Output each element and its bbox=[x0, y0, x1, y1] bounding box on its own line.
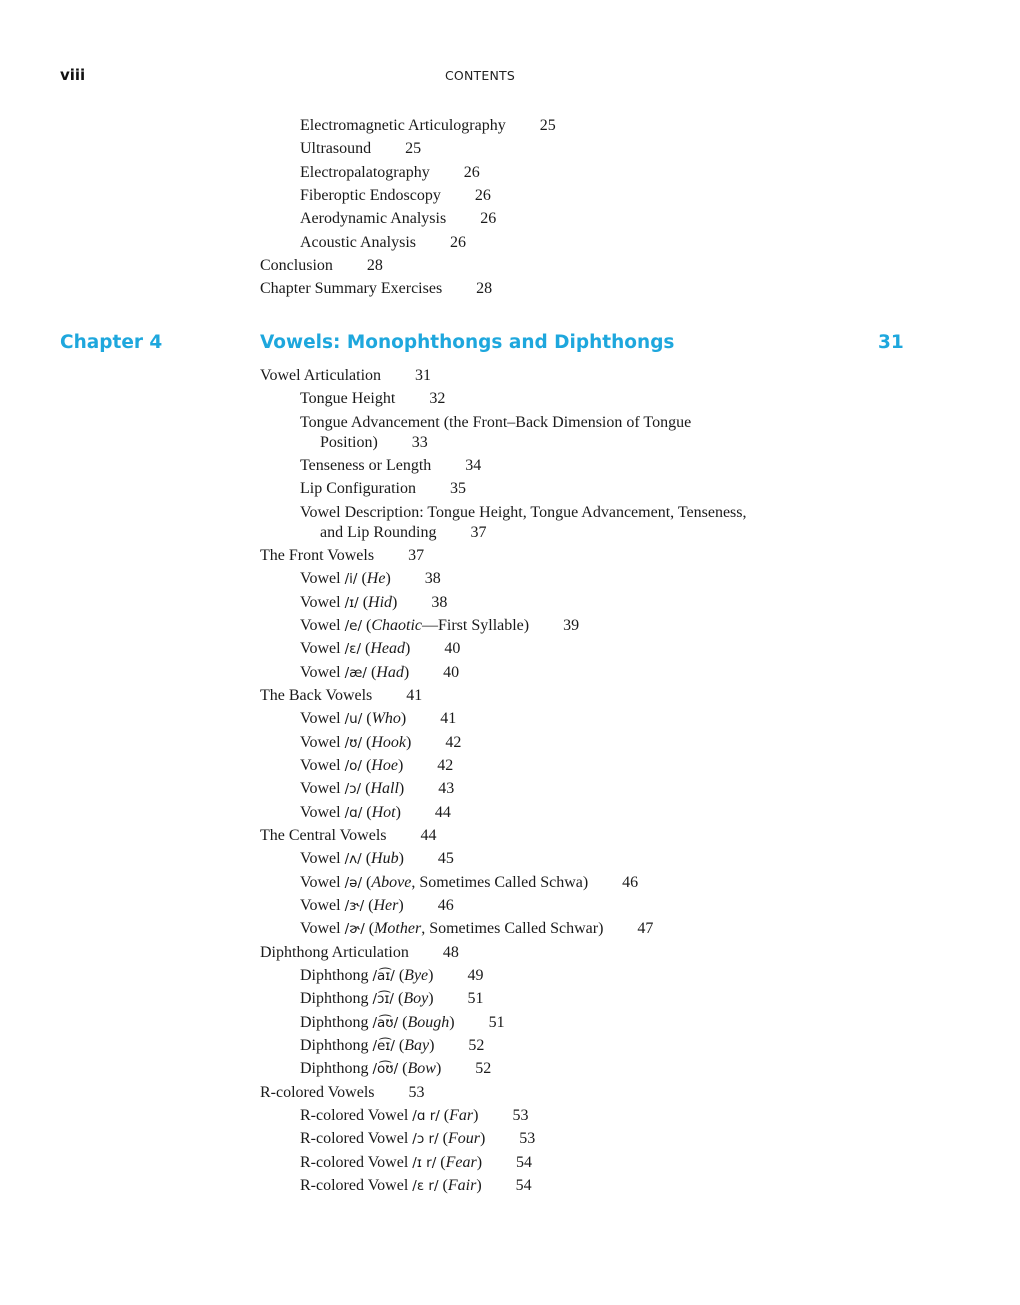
entry-page: 35 bbox=[449, 480, 466, 497]
entry-page: 45 bbox=[437, 850, 454, 867]
entry-page: 41 bbox=[406, 687, 423, 704]
entry-prefix: Vowel bbox=[300, 804, 345, 821]
entry-page: 46 bbox=[622, 874, 639, 891]
ipa-symbol: /ɔ͡ɪ/ bbox=[372, 991, 394, 1007]
entry-page: 46 bbox=[437, 897, 454, 914]
key-word: Hall bbox=[370, 780, 399, 797]
entry-page: 28 bbox=[366, 257, 383, 274]
toc-entry bbox=[260, 546, 424, 566]
key-word: Hid bbox=[368, 594, 393, 611]
ipa-symbol: /a͡ʊ/ bbox=[372, 1015, 399, 1031]
entry-prefix: Vowel bbox=[300, 640, 345, 657]
entry-page: 38 bbox=[424, 570, 441, 587]
ipa-symbol: /ɑ r/ bbox=[412, 1108, 440, 1124]
entry-page: 33 bbox=[411, 434, 428, 451]
entry-page: 41 bbox=[440, 710, 457, 727]
ipa-symbol: /ʌ/ bbox=[344, 851, 362, 867]
entry-title: Tongue Height bbox=[300, 390, 396, 407]
ipa-symbol: /ɝ/ bbox=[344, 898, 365, 914]
entry-page: 44 bbox=[420, 827, 437, 844]
toc-entry: R-colored Vowel /ɑ r/ (Far) 53 bbox=[300, 1107, 529, 1124]
key-word: Bye bbox=[404, 967, 429, 984]
key-word: Hub bbox=[371, 850, 399, 867]
entry-page: 25 bbox=[539, 117, 556, 134]
entry-page: 31 bbox=[415, 367, 432, 384]
entry-title: Diphthong Articulation bbox=[260, 944, 409, 961]
entry-prefix: Diphthong bbox=[300, 1060, 373, 1077]
entry-page: 42 bbox=[445, 734, 462, 751]
toc-entry: R-colored Vowel /ɛ r/ (Fair) 54 bbox=[300, 1177, 532, 1194]
entry-prefix: Vowel bbox=[300, 617, 345, 634]
toc-entry: Diphthong /a͡ʊ/ (Bough) 51 bbox=[300, 1014, 505, 1031]
toc-entry: R-colored Vowel /ɔ r/ (Four) 53 bbox=[300, 1130, 536, 1147]
ipa-symbol: /ɔ/ bbox=[344, 781, 362, 797]
entry-prefix: R-colored Vowel bbox=[300, 1177, 413, 1194]
entry-page: 25 bbox=[405, 140, 422, 157]
entry-page: 37 bbox=[408, 547, 425, 564]
toc-entry bbox=[300, 209, 496, 229]
key-word: Bough bbox=[407, 1014, 450, 1031]
entry-page: 49 bbox=[467, 967, 484, 984]
entry-page: 54 bbox=[515, 1177, 532, 1194]
entry-page: 44 bbox=[434, 804, 451, 821]
entry-prefix: Vowel bbox=[300, 897, 345, 914]
entry-prefix: R-colored Vowel bbox=[300, 1130, 413, 1147]
toc-entry: Vowel /u/ (Who) 41 bbox=[300, 710, 457, 727]
key-word: Fear bbox=[445, 1154, 477, 1171]
toc-entry: Vowel /ɝ/ (Her) 46 bbox=[300, 897, 454, 914]
toc-entry bbox=[260, 943, 459, 963]
entry-page: 42 bbox=[437, 757, 454, 774]
entry-prefix: Vowel bbox=[300, 734, 345, 751]
toc-entry: Vowel /ʊ/ (Hook) 42 bbox=[300, 734, 462, 751]
toc-entry bbox=[300, 116, 556, 136]
entry-page: 26 bbox=[450, 234, 466, 251]
entry-prefix: Vowel bbox=[300, 757, 345, 774]
toc-entry: Vowel /ɪ/ (Hid) 38 bbox=[300, 594, 448, 611]
toc-entry bbox=[300, 456, 481, 476]
toc-entry: Diphthong /e͡ɪ/ (Bay) 52 bbox=[300, 1037, 485, 1054]
entry-prefix: Diphthong bbox=[300, 1014, 373, 1031]
ipa-symbol: /u/ bbox=[344, 711, 363, 727]
toc-entry bbox=[300, 413, 691, 433]
key-word: Had bbox=[376, 664, 404, 681]
toc-entry: Vowel /ɛ/ (Head) 40 bbox=[300, 640, 461, 657]
toc-entry: Vowel /ɔ/ (Hall) 43 bbox=[300, 780, 455, 797]
entry-suffix: , Sometimes Called Schwar bbox=[421, 920, 599, 937]
toc-entry bbox=[260, 686, 422, 706]
toc-entry bbox=[300, 163, 480, 183]
toc-entry-continuation bbox=[320, 523, 486, 543]
entry-title: Electropalatography bbox=[300, 164, 430, 181]
entry-prefix: R-colored Vowel bbox=[300, 1154, 413, 1171]
toc-entry bbox=[260, 279, 492, 299]
ipa-symbol: /ɪ r/ bbox=[412, 1155, 437, 1171]
entry-prefix: Vowel bbox=[300, 664, 345, 681]
key-word: Her bbox=[373, 897, 399, 914]
toc-entry bbox=[300, 139, 421, 159]
toc-entry: Vowel /ɑ/ (Hot) 44 bbox=[300, 804, 451, 821]
ipa-symbol: /e/ bbox=[344, 618, 362, 634]
entry-prefix: Vowel bbox=[300, 594, 345, 611]
entry-page: 51 bbox=[488, 1014, 505, 1031]
ipa-symbol: /o/ bbox=[344, 758, 362, 774]
entry-page: 32 bbox=[429, 390, 446, 407]
entry-prefix: Diphthong bbox=[300, 967, 373, 984]
entry-page: 43 bbox=[438, 780, 455, 797]
entry-title: Tenseness or Length bbox=[300, 457, 432, 474]
toc-entry bbox=[260, 826, 437, 846]
toc-entry: Vowel /ʌ/ (Hub) 45 bbox=[300, 850, 454, 867]
entry-page: 53 bbox=[408, 1084, 425, 1101]
entry-suffix: —First Syllable bbox=[422, 617, 524, 634]
entry-page: 48 bbox=[442, 944, 459, 961]
entry-prefix: Vowel bbox=[300, 850, 345, 867]
toc-entry: Vowel /o/ (Hoe) 42 bbox=[300, 757, 454, 774]
entry-page: 52 bbox=[475, 1060, 492, 1077]
page-number: viii bbox=[60, 66, 86, 84]
key-word: Fair bbox=[447, 1177, 477, 1194]
toc-entry: Vowel /ɚ/ (Mother, Sometimes Called Schwar) 47 bbox=[300, 920, 654, 937]
ipa-symbol: /ɔ r/ bbox=[412, 1131, 439, 1147]
entry-title: Position) bbox=[320, 434, 378, 451]
running-head: CONTENTS bbox=[445, 68, 515, 83]
toc-entry bbox=[300, 233, 466, 253]
entry-title: The Central Vowels bbox=[260, 827, 387, 844]
toc-entry bbox=[300, 186, 491, 206]
ipa-symbol: /o͡ʊ/ bbox=[372, 1061, 399, 1077]
ipa-symbol: /ɛ/ bbox=[344, 641, 361, 657]
ipa-symbol: /a͡ɪ/ bbox=[372, 968, 395, 984]
entry-prefix: R-colored Vowel bbox=[300, 1107, 413, 1124]
toc-entry bbox=[260, 256, 383, 276]
entry-title: The Back Vowels bbox=[260, 687, 373, 704]
key-word: Who bbox=[371, 710, 401, 727]
entry-title: Acoustic Analysis bbox=[300, 234, 416, 251]
ipa-symbol: /ɛ r/ bbox=[412, 1178, 439, 1194]
toc-entry bbox=[300, 389, 445, 409]
key-word: Above bbox=[371, 874, 412, 891]
ipa-symbol: /ɪ/ bbox=[344, 595, 359, 611]
toc-entry: Diphthong /ɔ͡ɪ/ (Boy) 51 bbox=[300, 990, 484, 1007]
entry-prefix: Vowel bbox=[300, 874, 345, 891]
entry-title: Vowel Articulation bbox=[260, 367, 382, 384]
ipa-symbol: /æ/ bbox=[344, 665, 367, 681]
entry-prefix: Diphthong bbox=[300, 1037, 373, 1054]
toc-entry: Vowel /æ/ (Had) 40 bbox=[300, 664, 460, 681]
toc-entry bbox=[300, 479, 466, 499]
toc-entry: Vowel /ə/ (Above, Sometimes Called Schwa) 46 bbox=[300, 874, 639, 891]
toc-entry: Vowel /e/ (Chaotic—First Syllable) 39 bbox=[300, 617, 580, 634]
entry-prefix: Vowel bbox=[300, 920, 345, 937]
entry-title: Chapter Summary Exercises bbox=[260, 280, 443, 297]
ipa-symbol: /ɑ/ bbox=[344, 805, 363, 821]
entry-prefix: Vowel bbox=[300, 710, 345, 727]
toc-entry: R-colored Vowel /ɪ r/ (Fear) 54 bbox=[300, 1154, 533, 1171]
entry-suffix: , Sometimes Called Schwa bbox=[411, 874, 583, 891]
toc-entry bbox=[260, 1083, 425, 1103]
ipa-symbol: /ə/ bbox=[344, 875, 362, 891]
toc-entry: Diphthong /o͡ʊ/ (Bow) 52 bbox=[300, 1060, 492, 1077]
key-word: Boy bbox=[403, 990, 429, 1007]
entry-title: Tongue Advancement (the Front–Back Dimension of Tongue bbox=[300, 414, 692, 431]
entry-page: 39 bbox=[563, 617, 580, 634]
entry-title: Fiberoptic Endoscopy bbox=[300, 187, 441, 204]
entry-prefix: Vowel bbox=[300, 570, 345, 587]
entry-page: 54 bbox=[516, 1154, 533, 1171]
entry-title: Aerodynamic Analysis bbox=[300, 210, 447, 227]
entry-title: Lip Configuration bbox=[300, 480, 416, 497]
key-word: Chaotic bbox=[371, 617, 422, 634]
toc-entry: Vowel /i/ (He) 38 bbox=[300, 570, 441, 587]
entry-prefix: Vowel bbox=[300, 780, 345, 797]
entry-page: 26 bbox=[474, 187, 491, 204]
entry-page: 37 bbox=[470, 524, 487, 541]
entry-page: 40 bbox=[444, 640, 461, 657]
entry-page: 26 bbox=[463, 164, 480, 181]
entry-title: Vowel Description: Tongue Height, Tongue Advancement, Tenseness, bbox=[300, 504, 747, 521]
entry-page: 53 bbox=[512, 1107, 529, 1124]
key-word: Hook bbox=[371, 734, 407, 751]
entry-page: 53 bbox=[519, 1130, 536, 1147]
entry-page: 47 bbox=[637, 920, 654, 937]
entry-page: 51 bbox=[467, 990, 484, 1007]
key-word: Mother bbox=[374, 920, 422, 937]
ipa-symbol: /ʊ/ bbox=[344, 735, 363, 751]
ipa-symbol: /i/ bbox=[344, 571, 358, 587]
key-word: Hoe bbox=[371, 757, 398, 774]
entry-title: The Front Vowels bbox=[260, 547, 375, 564]
entry-page: 52 bbox=[468, 1037, 485, 1054]
toc-entry bbox=[300, 503, 747, 523]
entry-page: 34 bbox=[465, 457, 482, 474]
key-word: He bbox=[366, 570, 386, 587]
chapter-page: 31 bbox=[878, 332, 904, 353]
entry-page: 28 bbox=[476, 280, 493, 297]
chapter-label: Chapter 4 bbox=[60, 332, 163, 353]
key-word: Bay bbox=[404, 1037, 430, 1054]
entry-prefix: Diphthong bbox=[300, 990, 373, 1007]
key-word: Head bbox=[370, 640, 405, 657]
entry-page: 26 bbox=[480, 210, 497, 227]
key-word: Bow bbox=[407, 1060, 436, 1077]
ipa-symbol: /e͡ɪ/ bbox=[372, 1038, 395, 1054]
entry-title: Conclusion bbox=[260, 257, 333, 274]
entry-page: 40 bbox=[443, 664, 460, 681]
toc-entry-continuation bbox=[320, 433, 428, 453]
key-word: Four bbox=[447, 1130, 480, 1147]
entry-title: R-colored Vowels bbox=[260, 1084, 375, 1101]
key-word: Far bbox=[449, 1107, 474, 1124]
toc-entry bbox=[260, 366, 431, 386]
entry-title: Ultrasound bbox=[300, 140, 372, 157]
entry-page: 38 bbox=[431, 594, 448, 611]
entry-title: Electromagnetic Articulography bbox=[300, 117, 506, 134]
toc-entry: Diphthong /a͡ɪ/ (Bye) 49 bbox=[300, 967, 484, 984]
chapter-title: Vowels: Monophthongs and Diphthongs bbox=[260, 332, 675, 353]
entry-title: and Lip Rounding bbox=[320, 524, 437, 541]
key-word: Hot bbox=[371, 804, 396, 821]
ipa-symbol: /ɚ/ bbox=[344, 921, 365, 937]
